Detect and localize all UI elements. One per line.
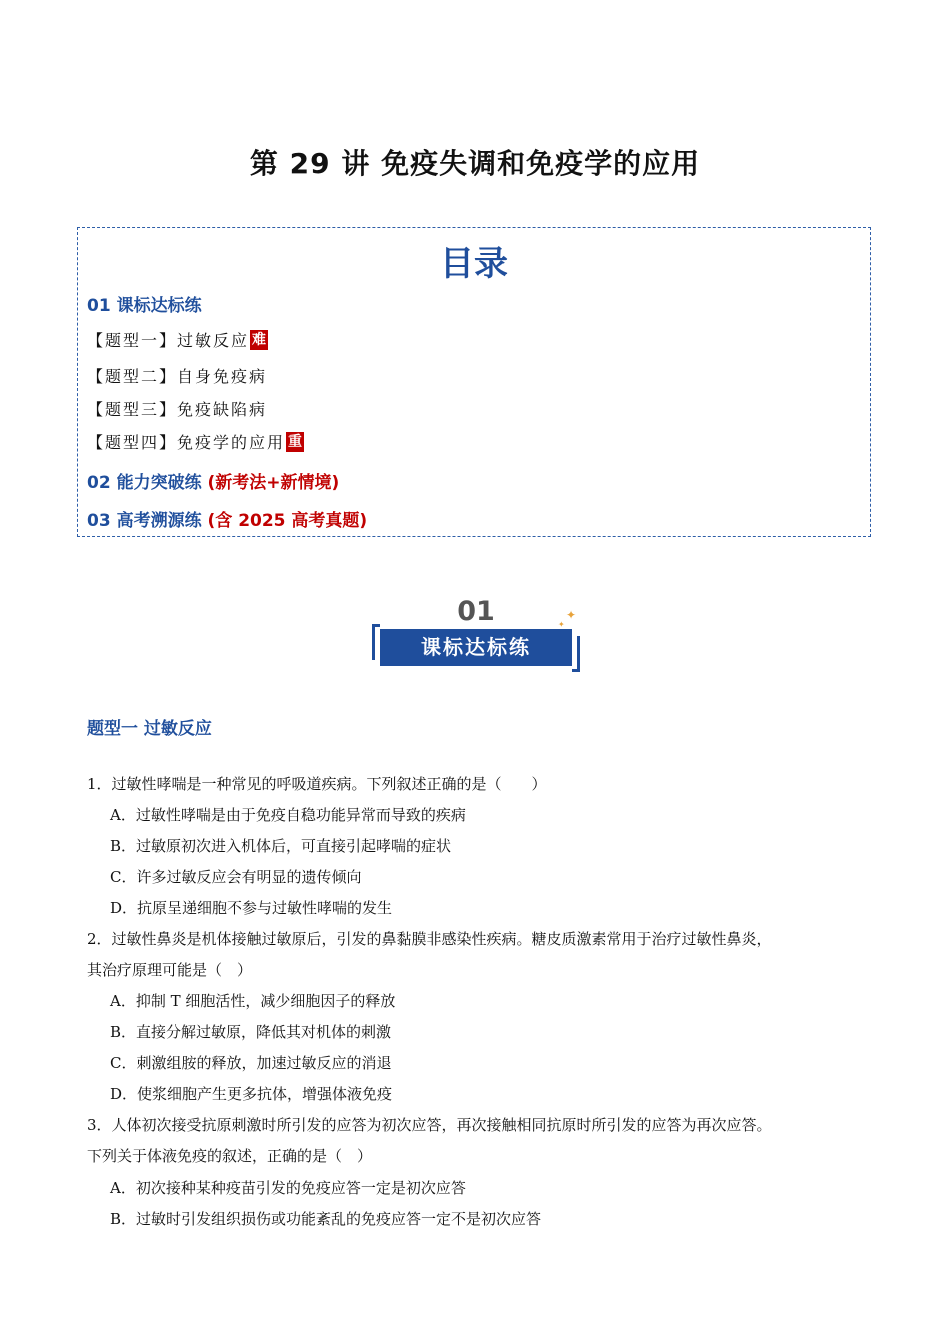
toc-section-1[interactable] — [87, 291, 202, 316]
toc-item-type1[interactable] — [87, 328, 268, 351]
question-1-option-d: D．抗原呈递细胞不参与过敏性哮喘的发生 — [110, 899, 393, 917]
toc-item-label: 【题型四】免疫学的应用 — [87, 433, 286, 452]
toc-heading: 目录 — [440, 244, 508, 284]
question-2-stem-cont: 其治疗原理可能是（ ） — [87, 961, 253, 979]
question-1-stem: 1．过敏性哮喘是一种常见的呼吸道疾病。下列叙述正确的是（ ） — [87, 775, 547, 793]
question-2-stem: 2．过敏性鼻炎是机体接触过敏原后，引发的鼻黏膜非感染性疾病。糖皮质激素常用于治疗过敏性鼻炎， — [87, 930, 772, 948]
section-banner — [370, 596, 582, 674]
question-3-option-b: B．过敏时引发组织损伤或功能紊乱的免疫应答一定不是初次应答 — [110, 1210, 542, 1228]
banner-number: 01 — [457, 596, 495, 627]
toc-item-label: 【题型一】过敏反应 — [87, 331, 250, 350]
question-3-stem: 3．人体初次接受抗原刺激时所引发的应答为初次应答，再次接触相同抗原时所引发的应答为再次应答。 — [87, 1116, 772, 1134]
question-2-option-b: B．直接分解过敏原，降低其对机体的刺激 — [110, 1023, 392, 1041]
toc-section-label: 01 课标达标练 — [87, 296, 202, 316]
banner-bracket-right — [572, 636, 580, 672]
toc-item-type3[interactable] — [87, 397, 267, 420]
toc-section-3[interactable] — [87, 506, 367, 531]
table-of-contents — [77, 227, 871, 537]
banner-label: 课标达标练 — [380, 629, 572, 666]
question-2-option-d: D．使浆细胞产生更多抗体，增强体液免疫 — [110, 1085, 393, 1103]
difficulty-badge: 难 — [252, 331, 267, 348]
banner-bracket-left — [372, 624, 380, 660]
toc-section-note: (含 2025 高考真题) — [207, 511, 368, 531]
question-2-option-c: C．刺激组胺的释放，加速过敏反应的消退 — [110, 1054, 392, 1072]
key-point-badge: 重 — [288, 433, 303, 450]
toc-item-type2[interactable] — [87, 364, 267, 387]
toc-item-label: 【题型二】自身免疫病 — [87, 367, 268, 386]
page-title: 第 29 讲 免疫失调和免疫学的应用 — [249, 147, 701, 180]
question-1-option-b: B．过敏原初次进入机体后，可直接引起哮喘的症状 — [110, 837, 452, 855]
toc-item-label: 【题型三】免疫缺陷病 — [87, 400, 268, 419]
question-1-option-c: C．许多过敏反应会有明显的遗传倾向 — [110, 868, 362, 886]
question-1-option-a: A．过敏性哮喘是由于免疫自稳功能异常而导致的疾病 — [110, 806, 466, 824]
toc-section-note: (新考法+新情境) — [207, 473, 340, 493]
question-3-option-a: A．初次接种某种疫苗引发的免疫应答一定是初次应答 — [110, 1179, 466, 1197]
question-3-stem-cont: 下列关于体液免疫的叙述，正确的是（ ） — [87, 1147, 373, 1165]
section-title: 题型一 过敏反应 — [87, 719, 212, 739]
toc-section-2[interactable] — [87, 468, 339, 493]
sparkle-icon: ✦ — [566, 608, 577, 622]
sparkle-icon: ✦ — [558, 620, 565, 629]
question-2-option-a: A．抑制 T 细胞活性，减少细胞因子的释放 — [110, 992, 396, 1010]
toc-item-type4[interactable] — [87, 430, 304, 453]
toc-section-label: 03 高考溯源练 — [87, 511, 208, 531]
toc-section-label: 02 能力突破练 — [87, 473, 208, 493]
